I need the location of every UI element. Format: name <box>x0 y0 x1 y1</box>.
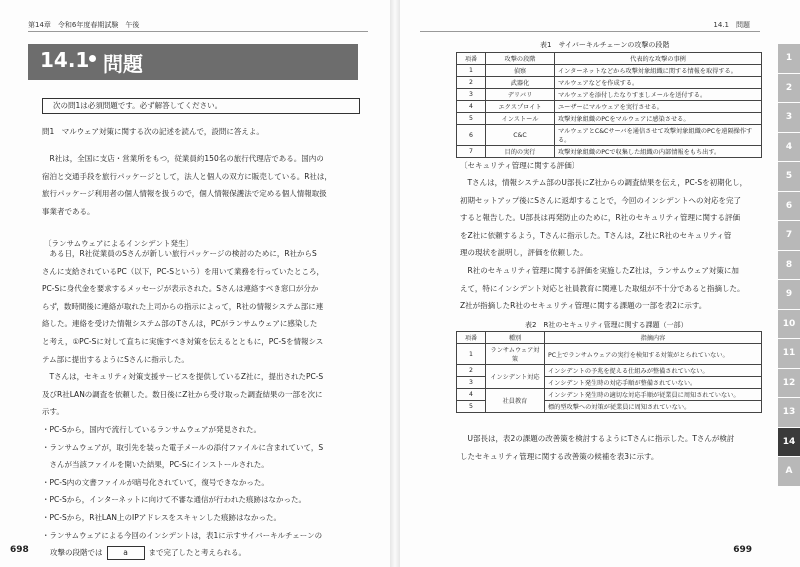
chapter-tab[interactable]: 9 <box>778 280 800 309</box>
finding-item: ・PC-S内の文書ファイルが暗号化されていて，復号できなかった。 <box>42 477 269 487</box>
table-cell: 3 <box>457 89 486 101</box>
table-cell: 目的の実行 <box>486 146 555 158</box>
chapter-tab[interactable]: 4 <box>778 133 800 162</box>
table-cell: 2 <box>457 365 486 377</box>
table-row <box>457 365 762 377</box>
finding-item: ・ランサムウェアが，取引先を装った電子メールの添付ファイルに含まれていて，S <box>42 442 324 452</box>
table-cell: 5 <box>457 401 486 413</box>
text-line: らず，数時間後に連絡が取れた上司からの指示によって，R社の情報システム部に連 <box>42 301 324 311</box>
table-cell: ユーザーにマルウェアを実行させる。 <box>555 101 762 113</box>
table-cell: インシデントの予兆を捉える仕組みが整備されていない。 <box>545 365 762 377</box>
text-line: R社は，全国に支店・営業所をもつ，従業員約150名の旅行代理店である。国内の <box>42 154 324 163</box>
chapter-tab[interactable]: 7 <box>778 221 800 250</box>
table-cell: 3 <box>457 377 486 389</box>
chapter-tab[interactable]: 1 <box>778 44 800 73</box>
text-line: 初期セットアップ後にSさんに返却することで，今回のインシデントへの対応を完了 <box>460 195 742 205</box>
text-line: さんに支給されているPC（以下，PC-Sという）を用いて業務を行っていたところ， <box>42 266 324 276</box>
eval-heading: 〔セキュリティ管理に関する評価〕 <box>460 161 580 170</box>
text-line: U部長は，表2の課題の改善策を検討するようにTさんに指示した。Tさんが検討 <box>460 434 735 443</box>
text-line: 事業者である。 <box>42 206 95 216</box>
table-header-row <box>457 332 762 344</box>
text-line: 宿泊と交通手段を旅行パッケージとして，法人と個人の双方に販売している。R社は， <box>42 171 332 181</box>
chapter-tab[interactable]: 2 <box>778 74 800 103</box>
chapter-tab[interactable]: 6 <box>778 192 800 221</box>
table-cell: ランサムウェア対策 <box>486 344 545 365</box>
text-fragment: まで完了したと考えられる。 <box>148 548 246 558</box>
column-header: 指摘内容 <box>545 332 762 344</box>
page-number-right: 699 <box>733 545 752 555</box>
intro-paragraph <box>42 150 332 220</box>
column-header: 項番 <box>457 332 486 344</box>
text-line: すると報告した。U部長は再発防止のために，R社のセキュリティ管理に関する評価 <box>460 213 740 223</box>
text-line: テム部に提出するようにSさんに指示した。 <box>42 354 189 364</box>
closing-paragraph <box>460 430 734 465</box>
table2-caption: 表2 R社のセキュリティ管理に関する課題（一部） <box>525 321 688 329</box>
table-cell: インシデント発生時の対応手順が整備されていない。 <box>545 377 762 389</box>
finding-item: ・PC-Sから，国内で流行しているランサムウェアが発見された。 <box>42 424 262 434</box>
table-cell: 4 <box>457 389 486 401</box>
chapter-dot <box>89 55 96 62</box>
table-cell: 社員教育 <box>486 389 545 413</box>
text-line: 示す。 <box>42 407 64 417</box>
running-header-left: 第14章 令和6年度春期試験 午後 <box>28 21 140 29</box>
book-gutter <box>390 0 400 567</box>
chapter-tab[interactable]: 10 <box>778 310 800 339</box>
table-cell: マルウェアとC&Cサーバを通信させて攻撃対象組織のPCを遠隔操作する。 <box>555 125 762 146</box>
text-line: 旅行パッケージ利用者の個人情報を扱うので，個人情報保護法で定める個人情報取扱 <box>42 189 327 199</box>
text-line: ある日，R社従業員のSさんが新しい旅行パッケージの検討のために，R社からS <box>42 249 317 258</box>
text-line: R社のセキュリティ管理に関する評価を実施したZ社は，ランサムウェア対策に加 <box>460 265 739 275</box>
text-line: したセキュリティ管理に関する改善策の候補を表3に示す。 <box>460 451 659 461</box>
text-line <box>42 544 324 562</box>
table-cell: インストール <box>486 113 555 125</box>
column-header: 攻撃の段階 <box>486 53 555 65</box>
text-line: 理の現状を説明し，評価を依頼した。 <box>460 248 588 258</box>
column-header: 代表的な攻撃の事例 <box>555 53 762 65</box>
table-cell: マルウェアなどを作成する。 <box>555 77 762 89</box>
left-page <box>0 0 390 567</box>
chapter-tab[interactable]: 3 <box>778 103 800 132</box>
header-rule-left <box>28 31 368 32</box>
text-line: Tさんは，セキュリティ対策支援サービスを提供しているZ社に，提出されたPC-S <box>42 372 324 382</box>
running-header-right: 14.1 問題 <box>713 21 750 29</box>
table-header-row <box>457 53 762 65</box>
text-line: をZ社に依頼するよう，Tさんに指示した。Tさんは，Z社にR社のセキュリティ管 <box>460 230 732 240</box>
chapter-title: 問題 <box>103 52 143 76</box>
table-cell: 4 <box>457 101 486 113</box>
text-line: 絡した。連絡を受けた情報システム部のTさんは，PCがランサムウェアに感染した <box>42 319 318 329</box>
table-row <box>457 146 762 158</box>
ransom-heading: 〔ランサムウェアによるインシデント発生〕 <box>44 239 193 248</box>
chapter-tab[interactable]: 12 <box>778 369 800 398</box>
table-cell: インシデント発生時の適切な対応手順が従業員に周知されていない。 <box>545 389 762 401</box>
table-row <box>457 125 762 146</box>
eval-paragraph <box>460 174 747 315</box>
text-line: Tさんは，情報システム部のU部長にZ社からの調査結果を伝え，PC-Sを初期化し， <box>460 178 748 187</box>
kill-chain-table <box>456 52 762 158</box>
table-row <box>457 113 762 125</box>
text-line: えて，特にインシデント対応と社員教育に関連した取組が不十分であると指摘した。 <box>460 283 745 293</box>
table-cell: 偵察 <box>486 65 555 77</box>
text-line: Z社が指摘したR社のセキュリティ管理に関する課題の一部を表2に示す。 <box>460 301 707 311</box>
chapter-tab[interactable]: 5 <box>778 162 800 191</box>
table-cell: 7 <box>457 146 486 158</box>
table-cell: 5 <box>457 113 486 125</box>
table-cell: 武器化 <box>486 77 555 89</box>
table-cell: 6 <box>457 125 486 146</box>
finding-item: ・PC-Sから，R社LAN上のIPアドレスをスキャンした痕跡はなかった。 <box>42 512 282 522</box>
chapter-tab[interactable]: 13 <box>778 398 800 427</box>
table-cell: 攻撃対象組織のPCで収集した組織の内部情報をもち出す。 <box>555 146 762 158</box>
text-line: 及びR社LANの調査を依頼した。数日後にZ社から受け取った調査結果の一部を次に <box>42 389 323 399</box>
table-row <box>457 101 762 113</box>
table-row <box>457 344 762 365</box>
table-cell: 2 <box>457 77 486 89</box>
header-rule-right <box>420 31 760 32</box>
chapter-tabs <box>778 44 800 487</box>
answer-blank-a: a <box>107 546 145 560</box>
chapter-tab[interactable]: 11 <box>778 339 800 368</box>
table-cell: 攻撃対象組織のPCをマルウェアに感染させる。 <box>555 113 762 125</box>
question-heading: 問1 マルウェア対策に関する次の記述を読んで，設問に答えよ。 <box>42 127 264 136</box>
table-cell: PC上でランサムウェアの実行を検知する対策がとられていない。 <box>545 344 762 365</box>
chapter-tab-active[interactable]: 14 <box>778 428 800 457</box>
table-cell: 標的型攻撃への対策が従業員に周知されていない。 <box>545 401 762 413</box>
text-line: と考え，①PC-Sに対して直ちに実施すべき対策を伝えるとともに，PC-Sを情報シス <box>42 336 324 346</box>
table-cell: 1 <box>457 65 486 77</box>
table1-caption: 表1 サイバーキルチェーンの攻撃の段階 <box>540 41 670 49</box>
column-header: 項番 <box>457 53 486 65</box>
table-cell: 1 <box>457 344 486 365</box>
chapter-tab[interactable]: A <box>778 457 800 486</box>
table-cell: エクスプロイト <box>486 101 555 113</box>
right-page <box>400 0 800 567</box>
table-cell: C&C <box>486 125 555 146</box>
table-cell: インシデント対応 <box>486 365 545 389</box>
text-fragment: 攻撃の段階では <box>50 548 103 558</box>
table-row <box>457 77 762 89</box>
column-header: 種別 <box>486 332 545 344</box>
table-cell: マルウェアを添付したなりすましメールを送付する。 <box>555 89 762 101</box>
finding-item: ・PC-Sから，インターネットに向けて不審な通信が行われた痕跡はなかった。 <box>42 495 307 505</box>
page-number-left: 698 <box>10 545 29 555</box>
table-row <box>457 89 762 101</box>
table-row <box>457 389 762 401</box>
instruction-box: 次の問1は必須問題です。必ず解答してください。 <box>42 98 360 114</box>
table-cell: インターネットなどから攻撃対象組織に関する情報を取得する。 <box>555 65 762 77</box>
chapter-number: 14.1 <box>40 48 90 72</box>
security-issues-table <box>456 331 762 413</box>
table-cell: デリバリ <box>486 89 555 101</box>
text-line: PC-Sに身代金を要求するメッセージが表示された。Sさんは連絡すべき窓口が分か <box>42 284 319 294</box>
finding-item: さんが当該ファイルを開いた結果，PC-Sにインストールされた。 <box>42 460 269 470</box>
finding-item: ・ランサムウェアによる今回のインシデントは，表1に示すサイバーキルチェーンの <box>42 530 323 540</box>
ransom-paragraph <box>42 245 324 562</box>
chapter-tab[interactable]: 8 <box>778 251 800 280</box>
table-row <box>457 65 762 77</box>
